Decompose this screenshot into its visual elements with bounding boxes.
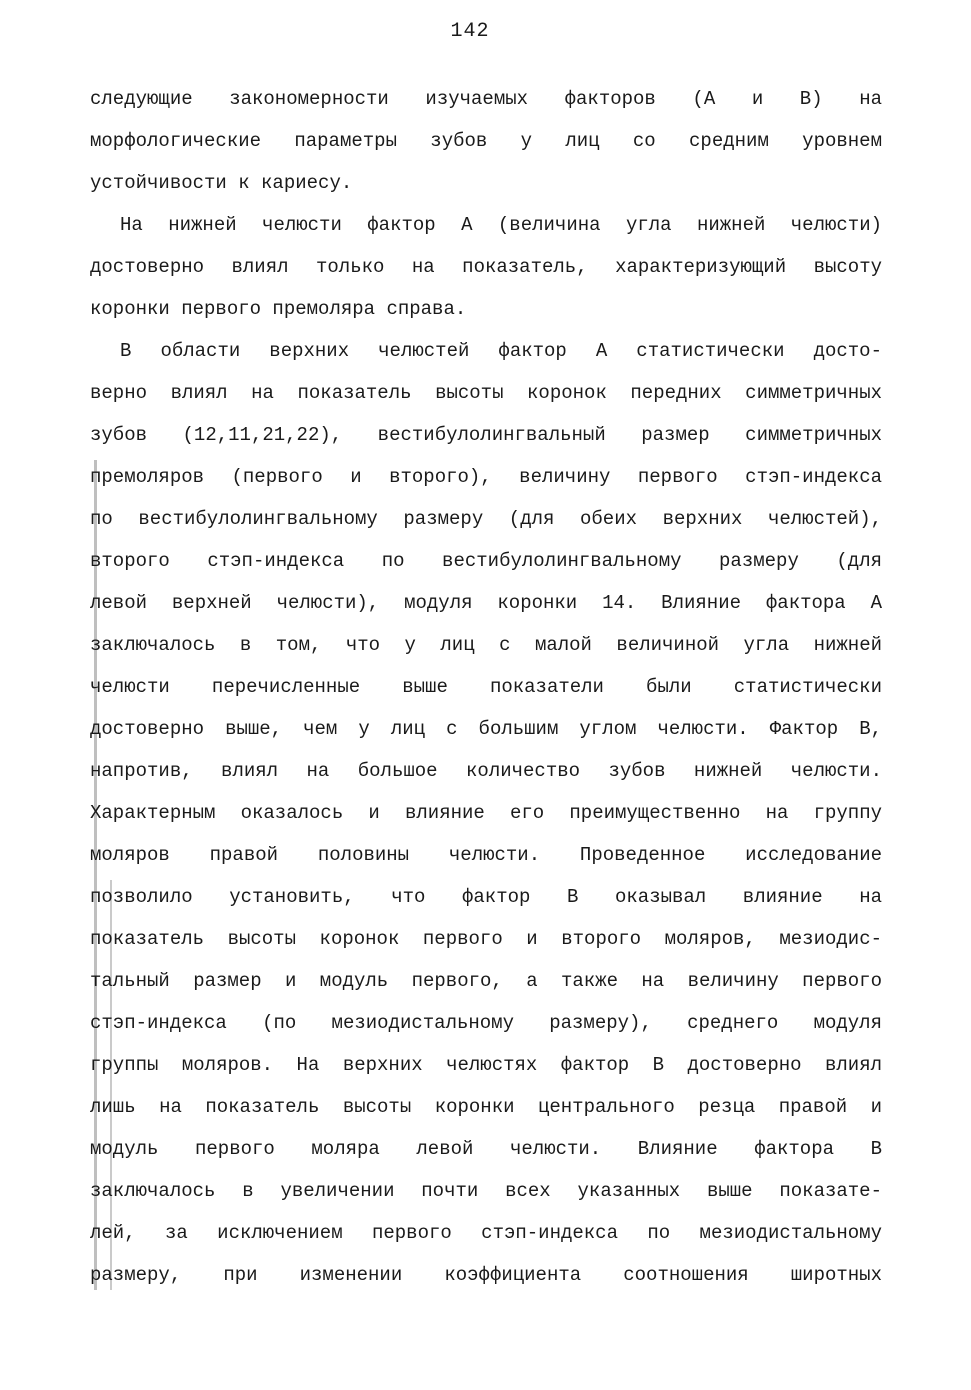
text-line: лей, за исключением первого стэп-индекса по мезиодистальному [90, 1222, 882, 1244]
text-line: группы моляров. На верхних челюстях фактор В достоверно влиял [90, 1054, 882, 1076]
text-line: челюсти перечисленные выше показатели были статистически [90, 676, 882, 698]
text-line: премоляров (первого и второго), величину первого стэп-индекса [90, 466, 882, 488]
text-line: позволило установить, что фактор В оказывал влияние на [90, 886, 882, 908]
text-line: На нижней челюсти фактор А (величина угла нижней челюсти) [120, 214, 882, 236]
text-line: напротив, влиял на большое количество зубов нижней челюсти. [90, 760, 882, 782]
text-line: моляров правой половины челюсти. Проведенное исследование [90, 844, 882, 866]
text-line: заключалось в том, что у лиц с малой величиной угла нижней [90, 634, 882, 656]
page-number: 142 [450, 20, 490, 43]
text-line: модуль первого моляра левой челюсти. Влияние фактора В [90, 1138, 882, 1160]
text-line: следующие закономерности изучаемых факторов (A и B) на [90, 88, 882, 110]
body-text [90, 84, 882, 1302]
text-line: тальный размер и модуль первого, а также на величину первого [90, 970, 882, 992]
text-line: коронки первого премоляра справа. [90, 298, 467, 320]
text-line: достоверно выше, чем у лиц с большим углом челюсти. Фактор В, [90, 718, 882, 740]
text-line: устойчивости к кариесу. [90, 172, 353, 194]
text-line: достоверно влиял только на показатель, характеризующий высоту [90, 256, 882, 278]
text-line: Характерным оказалось и влияние его преимущественно на группу [90, 802, 882, 824]
text-line: лишь на показатель высоты коронки центрального резца правой и [90, 1096, 882, 1118]
text-line: размеру, при изменении коэффициента соотношения широтных [90, 1264, 882, 1286]
text-line: В области верхних челюстей фактор А статистически досто- [120, 340, 882, 362]
text-line: морфологические параметры зубов у лиц со средним уровнем [90, 130, 882, 152]
text-line: второго стэп-индекса по вестибулолингвальному размеру (для [90, 550, 882, 572]
text-line: стэп-индекса (по мезиодистальному размеру), среднего модуля [90, 1012, 882, 1034]
text-line: левой верхней челюсти), модуля коронки 14. Влияние фактора А [90, 592, 882, 614]
text-line: зубов (12,11,21,22), вестибулолингвальный размер симметричных [90, 424, 882, 446]
text-line: по вестибулолингвальному размеру (для обеих верхних челюстей), [90, 508, 882, 530]
text-line: показатель высоты коронок первого и второго моляров, мезиодис- [90, 928, 882, 950]
text-line: верно влиял на показатель высоты коронок передних симметричных [90, 382, 882, 404]
text-line: заключалось в увеличении почти всех указанных выше показате- [90, 1180, 882, 1202]
